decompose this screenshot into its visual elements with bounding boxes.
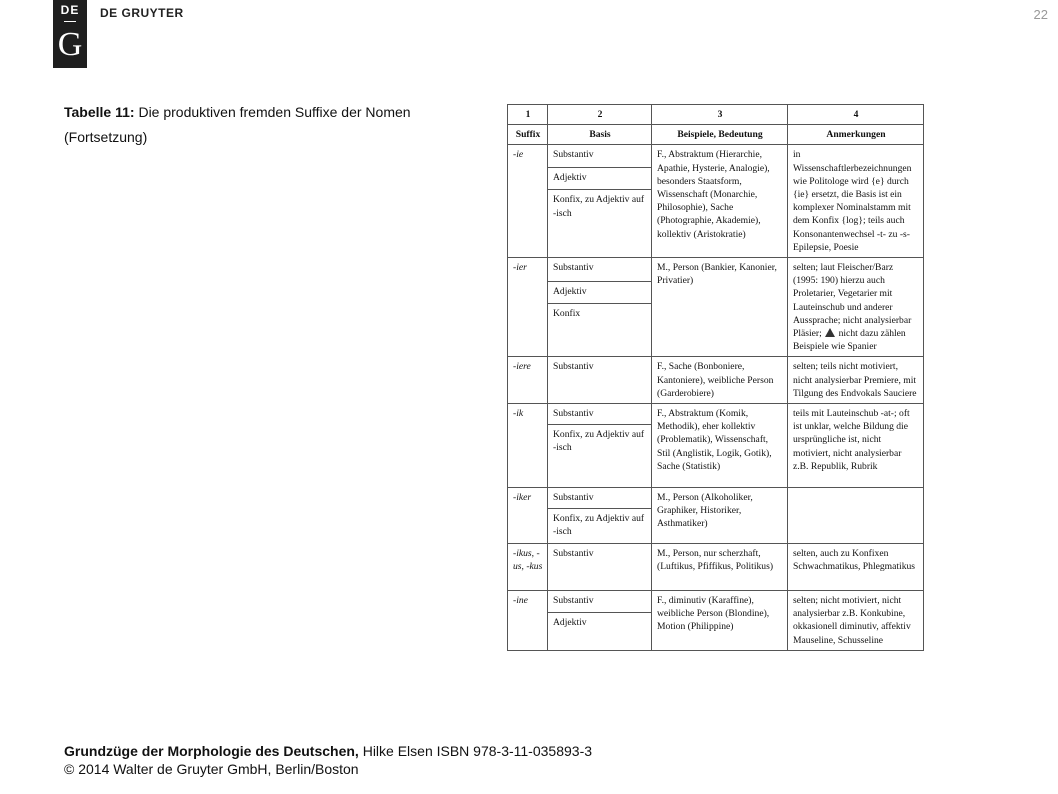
copyright-line: © 2014 Walter de Gruyter GmbH, Berlin/Boston <box>64 761 359 777</box>
notes-cell: in Wissenschaftlerbezeichnungen wie Politologe wird {e} durch {ie} ersetzt, die Basis ist ein komplexer Nominalstamm mit dem Konfix {log}; teils auch Konsonantenwechsel -t- zu -s- Epilepsie, Poesie <box>788 145 924 258</box>
suffix-cell: -ik <box>508 404 548 488</box>
table-row <box>508 404 924 425</box>
examples-cell: M., Person (Alkoholiker, Graphiker, Historiker, Asthmatiker) <box>652 488 788 544</box>
suffix-cell: -ine <box>508 591 548 651</box>
page-footer <box>64 742 592 778</box>
column-header-suffix: Suffix <box>508 125 548 145</box>
basis-cell: Substantiv <box>548 357 652 404</box>
basis-cell: Substantiv <box>548 488 652 509</box>
basis-cell: Konfix, zu Adjektiv auf -isch <box>548 509 652 544</box>
examples-cell: F., Abstraktum (Hierarchie, Apathie, Hysterie, Analogie), besonders Staatsform, Wissenschaft (Monarchie, Philosophie), Sache (Photographie, Akademie), kollektiv (Aristokratie) <box>652 145 788 258</box>
notes-cell <box>788 488 924 544</box>
caption-label: Tabelle 11: <box>64 104 135 120</box>
basis-cell: Substantiv <box>548 404 652 425</box>
basis-cell: Substantiv <box>548 544 652 591</box>
examples-cell: F., diminutiv (Karaffine), weibliche Person (Blondine), Motion (Philippine) <box>652 591 788 651</box>
logo-g-text: G <box>57 26 83 63</box>
examples-cell: F., Sache (Bonboniere, Kantoniere), weibliche Person (Garderobiere) <box>652 357 788 404</box>
notes-cell <box>788 258 924 357</box>
citation-line <box>64 742 592 760</box>
table-row <box>508 357 924 404</box>
basis-cell: Adjektiv <box>548 282 652 304</box>
column-number-row <box>508 105 924 125</box>
column-number: 4 <box>788 105 924 125</box>
table-row <box>508 145 924 168</box>
basis-cell: Adjektiv <box>548 613 652 650</box>
basis-cell: Konfix, zu Adjektiv auf -isch <box>548 190 652 258</box>
examples-cell: M., Person (Bankier, Kanonier, Privatier) <box>652 258 788 357</box>
book-title: Grundzüge der Morphologie des Deutschen, <box>64 743 359 759</box>
column-header-notes: Anmerkungen <box>788 125 924 145</box>
basis-cell: Substantiv <box>548 258 652 282</box>
publisher-name: DE GRUYTER <box>100 6 184 20</box>
examples-cell: M., Person, nur scherzhaft, (Luftikus, Pfiffikus, Politikus) <box>652 544 788 591</box>
examples-cell: F., Abstraktum (Komik, Methodik), eher kollektiv (Problematik), Wissenschaft, Stil (Anglistik, Logik, Gotik), Sache (Statistik) <box>652 404 788 488</box>
basis-cell: Konfix, zu Adjektiv auf -isch <box>548 425 652 488</box>
publisher-logo <box>53 0 87 68</box>
basis-cell: Konfix <box>548 304 652 357</box>
column-header-examples: Beispiele, Bedeutung <box>652 125 788 145</box>
column-number: 1 <box>508 105 548 125</box>
suffix-cell: -ikus, -us, -kus <box>508 544 548 591</box>
notes-cell: teils mit Lauteinschub -at-; oft ist unklar, welche Bildung die ursprüngliche ist, nicht motiviert, nicht analysierbar z.B. Republik, Rubrik <box>788 404 924 488</box>
warning-triangle-icon <box>825 328 835 337</box>
notes-cell: selten, auch zu Konfixen Schwachmatikus, Phlegmatikus <box>788 544 924 591</box>
notes-text: selten; laut Fleischer/Barz (1995: 190) hierzu auch Proletarier, Vegetarier mit Lauteinschub und anderer Aussprache; nicht analysierbar Pläsier; <box>793 262 912 340</box>
table-row <box>508 591 924 613</box>
notes-cell: selten; nicht motiviert, nicht analysierbar z.B. Konkubine, okkasionell diminutiv, affektiv Mauseline, Schusseline <box>788 591 924 651</box>
suffix-cell: -ie <box>508 145 548 258</box>
page-number: 22 <box>1033 7 1048 22</box>
column-header-row <box>508 125 924 145</box>
table-row <box>508 258 924 282</box>
basis-cell: Adjektiv <box>548 167 652 190</box>
book-details: Hilke Elsen ISBN 978-3-11-035893-3 <box>358 743 593 759</box>
suffix-cell: -iere <box>508 357 548 404</box>
table-caption <box>64 100 484 150</box>
table-row <box>508 488 924 509</box>
notes-text: nicht dazu zählen Beispiele wie Spanier <box>793 328 906 353</box>
logo-divider <box>64 21 76 22</box>
suffix-cell: -ier <box>508 258 548 357</box>
caption-text: Die produktiven fremden Suffixe der Nomen (Fortsetzung) <box>64 104 411 145</box>
basis-cell: Substantiv <box>548 145 652 168</box>
basis-cell: Substantiv <box>548 591 652 613</box>
column-header-basis: Basis <box>548 125 652 145</box>
logo-de-text: DE <box>60 3 80 17</box>
suffix-cell: -iker <box>508 488 548 544</box>
notes-cell: selten; teils nicht motiviert, nicht analysierbar Premiere, mit Tilgung des Endvokals Sauciere <box>788 357 924 404</box>
table-row <box>508 544 924 591</box>
column-number: 2 <box>548 105 652 125</box>
suffix-table <box>507 104 924 651</box>
column-number: 3 <box>652 105 788 125</box>
